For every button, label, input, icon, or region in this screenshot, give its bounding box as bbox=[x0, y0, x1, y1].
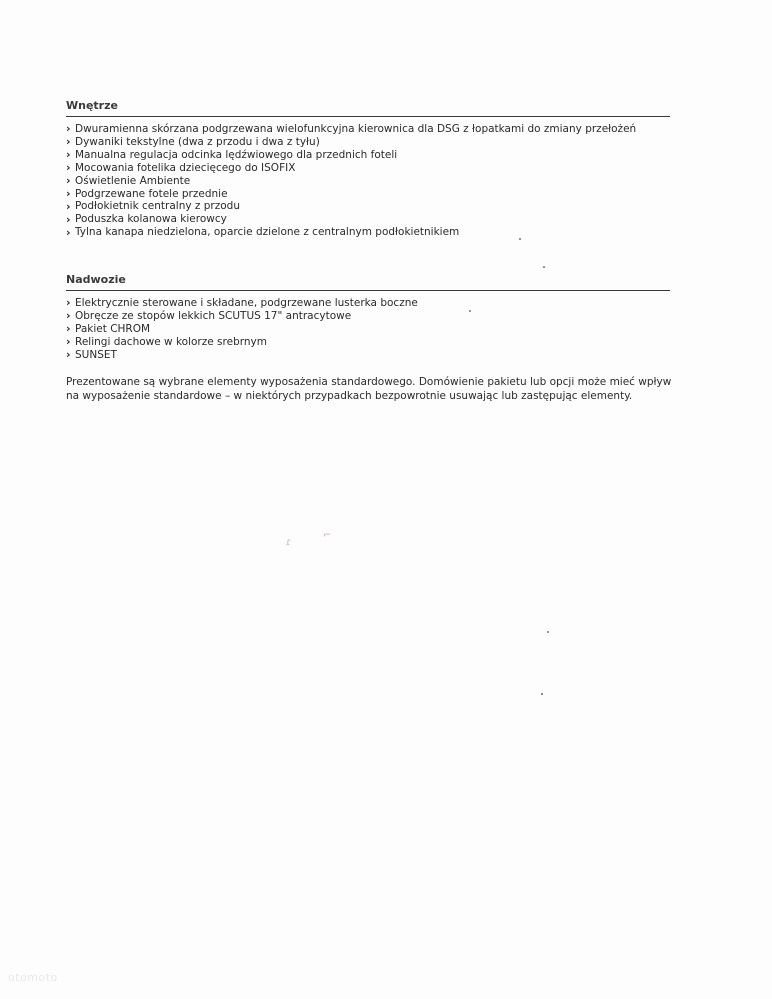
body-list bbox=[66, 297, 670, 362]
scan-speck bbox=[519, 238, 521, 240]
chevron-right-icon: › bbox=[66, 296, 71, 310]
red-ink-mark: ɾ bbox=[286, 537, 292, 548]
list-item bbox=[66, 149, 670, 162]
red-ink-mark: ⌐ bbox=[323, 530, 332, 541]
list-item-text: Dywaniki tekstylne (dwa z przodu i dwa z tyłu) bbox=[75, 135, 320, 148]
list-item-text: SUNSET bbox=[75, 348, 117, 361]
list-item-text: Elektrycznie sterowane i składane, podgrzewane lusterka boczne bbox=[75, 297, 418, 309]
list-item-text: Podgrzewane fotele przednie bbox=[75, 187, 228, 200]
chevron-right-icon: › bbox=[66, 148, 71, 162]
list-item bbox=[66, 136, 670, 149]
chevron-right-icon: › bbox=[66, 335, 71, 349]
chevron-right-icon: › bbox=[66, 309, 71, 323]
chevron-right-icon: › bbox=[66, 122, 71, 136]
scan-speck bbox=[547, 631, 549, 633]
list-item-text: Pakiet CHROM bbox=[75, 322, 151, 335]
chevron-right-icon: › bbox=[66, 174, 71, 188]
chevron-right-icon: › bbox=[66, 135, 71, 149]
chevron-right-icon: › bbox=[66, 186, 71, 200]
scan-speck bbox=[543, 266, 545, 268]
chevron-right-icon: › bbox=[66, 161, 71, 175]
list-item bbox=[66, 323, 670, 336]
scan-speck bbox=[469, 310, 471, 312]
scan-speck bbox=[541, 693, 543, 695]
section-interior bbox=[66, 98, 670, 239]
section-divider bbox=[66, 116, 670, 117]
list-item bbox=[66, 188, 670, 201]
list-item bbox=[66, 349, 670, 362]
section-title-body: Nadwozie bbox=[66, 273, 126, 286]
chevron-right-icon: › bbox=[66, 348, 71, 362]
list-item bbox=[66, 123, 670, 136]
list-item-text: Relingi dachowe w kolorze srebrnym bbox=[75, 335, 267, 348]
list-item-text: Manualna regulacja odcinka lędźwiowego dla przednich foteli bbox=[75, 148, 398, 161]
list-item-text: Poduszka kolanowa kierowcy bbox=[75, 213, 227, 226]
list-item-text: Mocowania fotelika dziecięcego do ISOFIX bbox=[75, 161, 296, 174]
list-item bbox=[66, 226, 670, 239]
chevron-right-icon: › bbox=[66, 225, 71, 239]
list-item-text: Obręcze ze stopów lekkich SCUTUS 17" antracytowe bbox=[75, 309, 352, 322]
watermark: otomoto bbox=[8, 971, 58, 984]
section-body bbox=[66, 272, 670, 362]
interior-list bbox=[66, 123, 670, 239]
list-item bbox=[66, 297, 670, 310]
list-item-text: Tylna kanapa niedzielona, oparcie dzielone z centralnym podłokietnikiem bbox=[75, 226, 460, 239]
chevron-right-icon: › bbox=[66, 322, 71, 336]
list-item bbox=[66, 175, 670, 188]
list-item-text: Dwuramienna skórzana podgrzewana wielofunkcyjna kierownica dla DSG z łopatkami do zmiany przełożeń bbox=[75, 123, 637, 135]
chevron-right-icon: › bbox=[66, 212, 71, 226]
list-item bbox=[66, 162, 670, 175]
list-item-text: Oświetlenie Ambiente bbox=[75, 174, 191, 187]
standard-equipment-note: Prezentowane są wybrane elementy wyposażenia standardowego. Domówienie pakietu lub opcji może mieć wpływ na wyposażenie standardowe – w niektórych przypadkach bezpowrotnie usuwając lub zastępując elementy. bbox=[66, 376, 672, 402]
list-item bbox=[66, 310, 670, 323]
section-title-interior: Wnętrze bbox=[66, 99, 118, 112]
chevron-right-icon: › bbox=[66, 199, 71, 213]
list-item bbox=[66, 200, 670, 213]
list-item bbox=[66, 336, 670, 349]
list-item bbox=[66, 213, 670, 226]
section-divider bbox=[66, 290, 670, 291]
list-item-text: Podłokietnik centralny z przodu bbox=[75, 200, 240, 213]
